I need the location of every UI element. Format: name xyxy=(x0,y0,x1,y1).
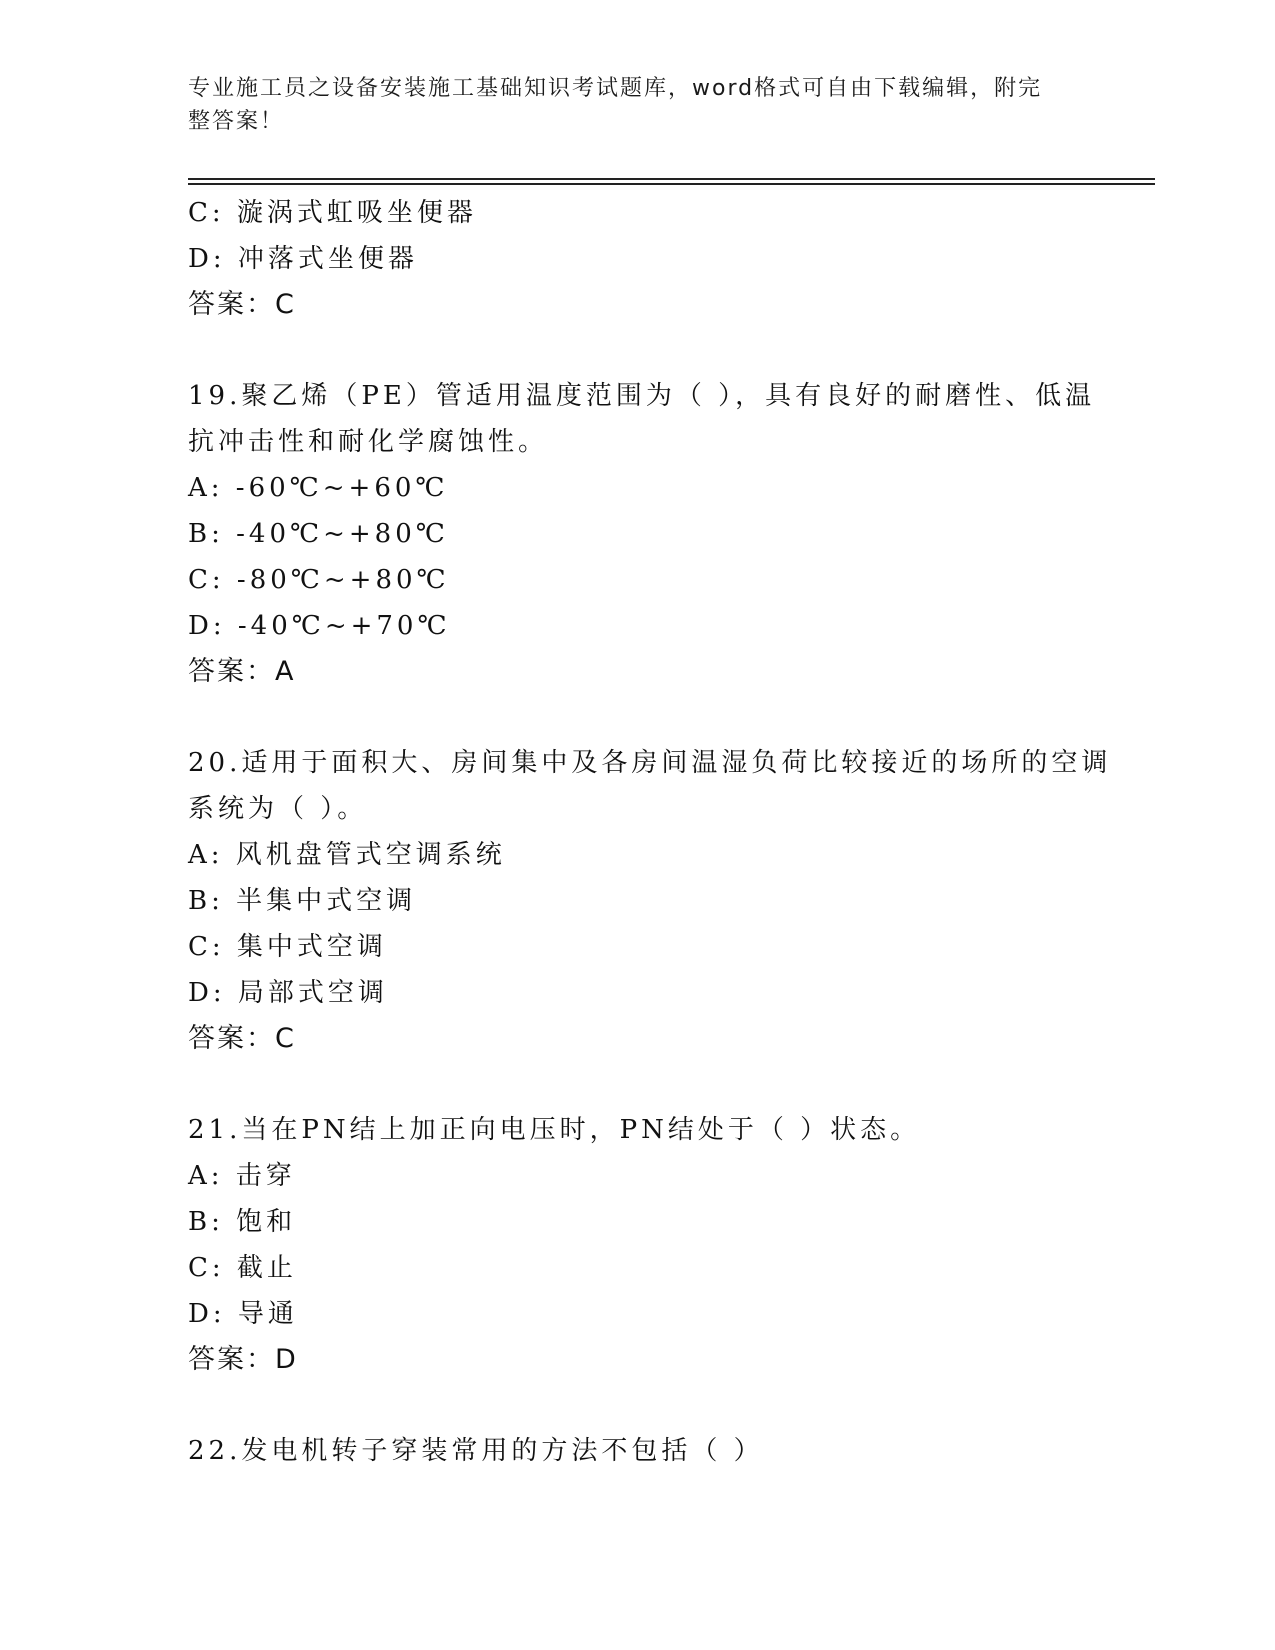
option-a: A: 风机盘管式空调系统 xyxy=(188,840,506,870)
question-19 xyxy=(188,373,1108,695)
option-d: D: 导通 xyxy=(188,1299,298,1329)
header-line-1: 专业施工员之设备安装施工基础知识考试题库，word格式可自由下载编辑，附完 xyxy=(188,76,1043,101)
question-18-continued xyxy=(188,190,1108,328)
question-22 xyxy=(188,1428,1108,1474)
option-d: D: -40℃~+70℃ xyxy=(188,611,451,641)
option-a: A: 击穿 xyxy=(188,1161,296,1191)
question-stem-line: 系统为（ ）。 xyxy=(188,794,368,824)
answer: 答案：A xyxy=(188,656,296,687)
option-b: B: 饱和 xyxy=(188,1207,297,1237)
question-stem-line: 21.当在PN结上加正向电压时，PN结处于（ ）状态。 xyxy=(188,1115,921,1145)
question-stem-line: 抗冲击性和耐化学腐蚀性。 xyxy=(188,427,549,457)
question-stem-line: 20.适用于面积大、房间集中及各房间温湿负荷比较接近的场所的空调 xyxy=(188,748,1112,778)
question-stem-line: 22.发电机转子穿装常用的方法不包括（ ） xyxy=(188,1436,764,1466)
option-c: C: 集中式空调 xyxy=(188,932,387,962)
option-d: D: 局部式空调 xyxy=(188,978,388,1008)
option-c: C: 漩涡式虹吸坐便器 xyxy=(188,198,477,228)
answer: 答案：C xyxy=(188,1023,296,1054)
answer: 答案：D xyxy=(188,1344,298,1375)
question-21 xyxy=(188,1107,1108,1383)
option-a: A: -60℃~+60℃ xyxy=(188,473,449,503)
question-list xyxy=(188,190,1112,1474)
option-c: C: -80℃~+80℃ xyxy=(188,565,450,595)
header-divider-bottom xyxy=(188,183,1155,185)
option-b: B: -40℃~+80℃ xyxy=(188,519,449,549)
option-c: C: 截止 xyxy=(188,1253,297,1283)
option-d: D: 冲落式坐便器 xyxy=(188,244,418,274)
document-header xyxy=(188,72,1088,138)
answer: 答案：C xyxy=(188,289,296,320)
question-stem-line: 19.聚乙烯（PE）管适用温度范围为（ ），具有良好的耐磨性、低温 xyxy=(188,381,1096,411)
header-divider-top xyxy=(188,178,1155,180)
header-line-2: 整答案！ xyxy=(188,109,285,134)
question-20 xyxy=(188,740,1112,1062)
option-b: B: 半集中式空调 xyxy=(188,886,417,916)
